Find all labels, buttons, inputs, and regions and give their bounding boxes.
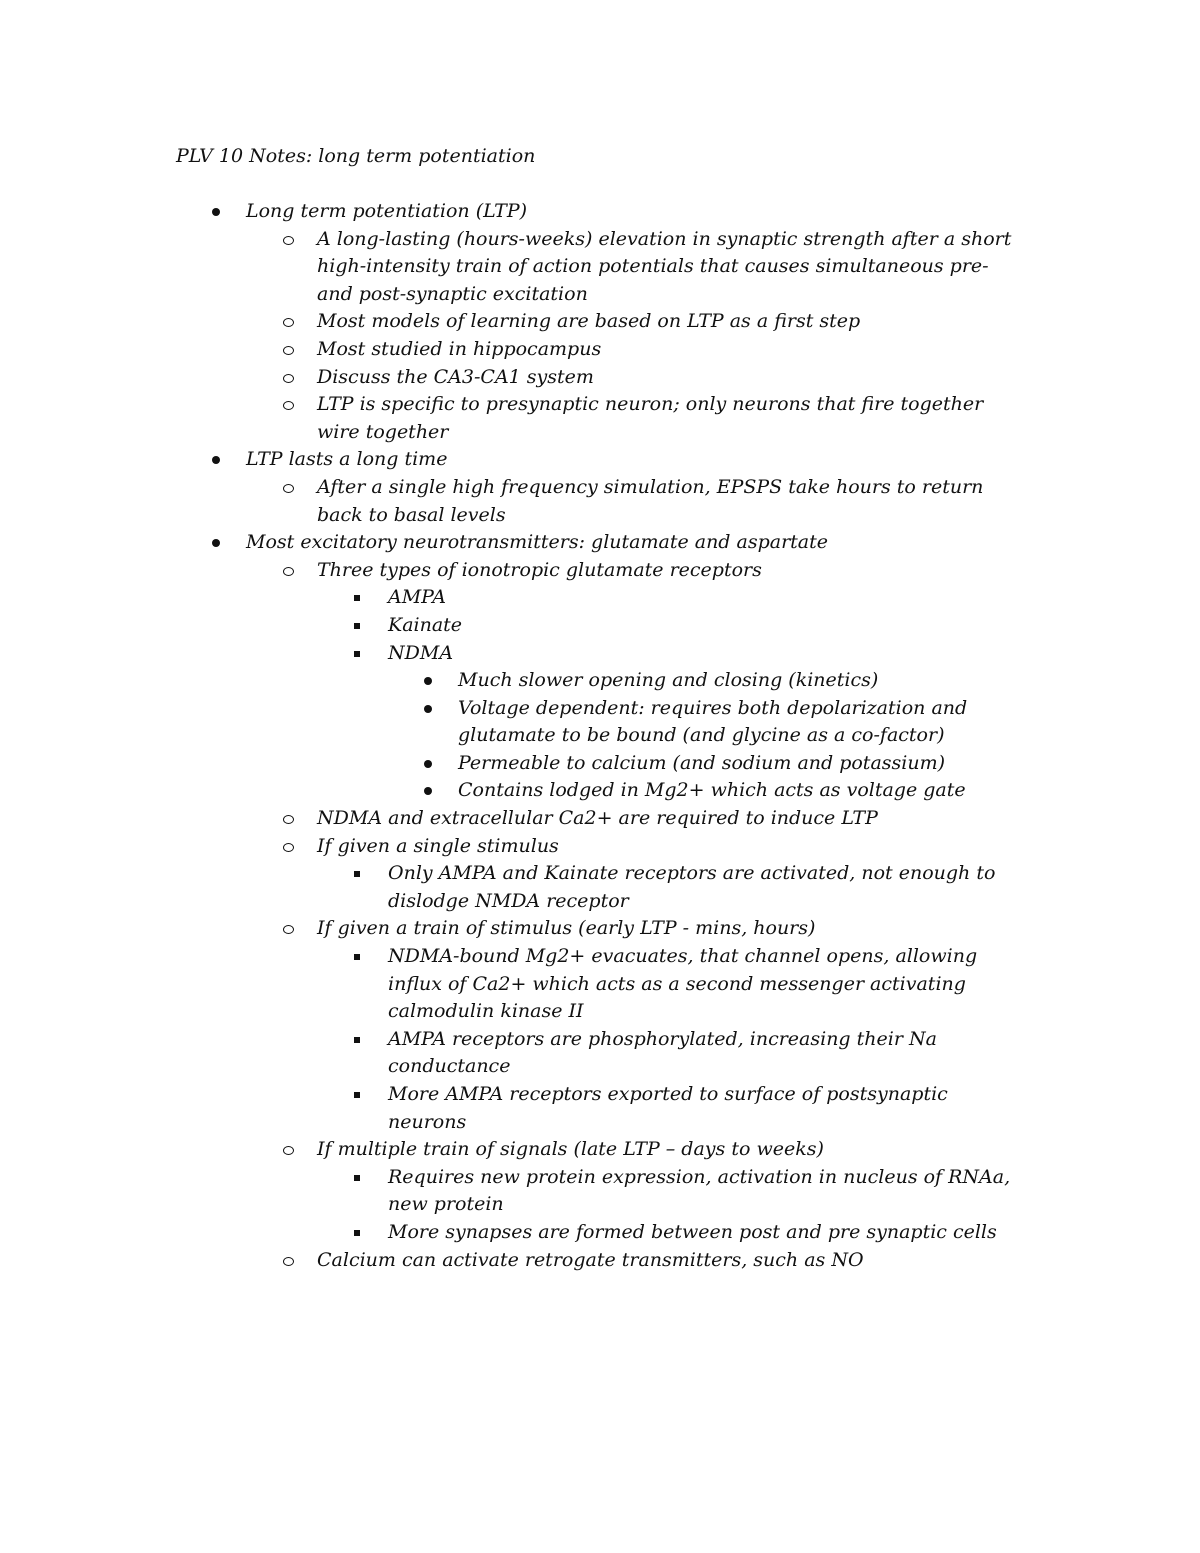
outline-line-level-3 — [0, 998, 1200, 1026]
outline-line-level-2 — [0, 336, 1200, 364]
outline-line-text: Most studied in hippocampus — [317, 337, 602, 360]
outline-line-text: NDMA — [388, 641, 454, 664]
outline-line-text: If multiple train of signals (late LTP – days to weeks) — [317, 1138, 824, 1161]
outline-line-level-1 — [0, 529, 1200, 557]
outline-line-text: glutamate to be bound (and glycine as a co-factor) — [458, 724, 945, 747]
outline-line-text: new protein — [388, 1193, 504, 1216]
outline-line-level-2 — [0, 805, 1200, 833]
outline-line-level-2 — [0, 502, 1200, 530]
outline-line-text: A long-lasting (hours-weeks) elevation in synaptic strength after a short — [317, 227, 1012, 250]
outline-line-level-3 — [0, 1053, 1200, 1081]
outline-line-level-2 — [0, 308, 1200, 336]
outline-line-level-3 — [0, 943, 1200, 971]
outline-line-level-3 — [0, 1164, 1200, 1192]
outline-line-text: If given a single stimulus — [317, 834, 559, 857]
outline-line-text: conductance — [388, 1055, 511, 1078]
outline-line-level-3 — [0, 612, 1200, 640]
outline-line-level-1 — [0, 198, 1200, 226]
outline-line-level-4 — [0, 667, 1200, 695]
outline-line-text: back to basal levels — [317, 503, 506, 526]
outline-line-text: AMPA receptors are phosphorylated, increasing their Na — [388, 1027, 937, 1050]
outline-line-text: Voltage dependent: requires both depolarization and — [458, 696, 968, 719]
outline-line-level-2 — [0, 226, 1200, 254]
outline-line-text: More AMPA receptors exported to surface of postsynaptic — [388, 1083, 948, 1105]
outline-line-level-3 — [0, 1191, 1200, 1219]
outline-line-level-4 — [0, 750, 1200, 778]
outline-line-text: More synapses are formed between post and pre synaptic cells — [388, 1220, 997, 1243]
outline-line-level-2 — [0, 281, 1200, 309]
outline-line-text: influx of Ca2+ which acts as a second messenger activating — [388, 972, 966, 995]
outline-line-text: dislodge NMDA receptor — [388, 889, 629, 912]
outline-line-text: Calcium can activate retrogate transmitters, such as NO — [317, 1248, 864, 1271]
notes-outline — [0, 198, 1200, 1274]
outline-line-level-2 — [0, 915, 1200, 943]
outline-line-text: Requires new protein expression, activation in nucleus of RNAa, — [388, 1165, 1011, 1188]
outline-line-level-3 — [0, 640, 1200, 668]
outline-line-level-3 — [0, 1081, 1200, 1109]
outline-line-level-2 — [0, 1136, 1200, 1164]
outline-line-level-2 — [0, 391, 1200, 419]
outline-line-text: Kainate — [388, 613, 463, 636]
outline-line-level-3 — [0, 584, 1200, 612]
outline-line-text: Most models of learning are based on LTP as a first step — [317, 310, 861, 333]
outline-line-level-2 — [0, 253, 1200, 281]
outline-line-text: neurons — [388, 1110, 467, 1133]
outline-line-text: calmodulin kinase II — [388, 1000, 584, 1023]
outline-line-text: Permeable to calcium (and sodium and potassium) — [458, 751, 946, 774]
outline-line-text: high-intensity train of action potentials that causes simultaneous pre- — [317, 255, 989, 278]
outline-line-text: Long term potentiation (LTP) — [246, 200, 528, 222]
outline-line-level-2 — [0, 474, 1200, 502]
outline-line-level-3 — [0, 888, 1200, 916]
outline-line-text: If given a train of stimulus (early LTP - mins, hours) — [317, 917, 816, 940]
outline-line-level-4 — [0, 722, 1200, 750]
outline-line-text: LTP is specific to presynaptic neuron; only neurons that fire together — [317, 393, 984, 416]
outline-line-text: wire together — [317, 420, 449, 443]
outline-line-level-2 — [0, 419, 1200, 447]
outline-line-text: Three types of ionotropic glutamate receptors — [317, 558, 762, 581]
outline-line-level-3 — [0, 860, 1200, 888]
outline-line-text: and post-synaptic excitation — [317, 282, 588, 305]
outline-line-level-3 — [0, 971, 1200, 999]
outline-line-level-3 — [0, 1026, 1200, 1054]
document-title: PLV 10 Notes: long term potentiation — [176, 145, 536, 167]
outline-line-level-2 — [0, 1247, 1200, 1275]
outline-line-level-3 — [0, 1219, 1200, 1247]
outline-line-level-2 — [0, 557, 1200, 585]
outline-line-text: Only AMPA and Kainate receptors are activated, not enough to — [388, 862, 996, 885]
outline-line-text: Much slower opening and closing (kinetics) — [458, 669, 879, 692]
outline-line-level-2 — [0, 833, 1200, 861]
outline-line-text: Contains lodged in Mg2+ which acts as voltage gate — [458, 779, 966, 802]
outline-line-level-4 — [0, 777, 1200, 805]
outline-line-text: After a single high frequency simulation, EPSPS take hours to return — [317, 475, 984, 498]
outline-line-text: NDMA-bound Mg2+ evacuates, that channel opens, allowing — [388, 945, 978, 968]
outline-line-text: Most excitatory neurotransmitters: glutamate and aspartate — [246, 531, 829, 554]
outline-line-level-2 — [0, 364, 1200, 392]
outline-line-text: NDMA and extracellular Ca2+ are required to induce LTP — [317, 807, 878, 830]
outline-line-text: AMPA — [388, 586, 446, 609]
outline-line-level-1 — [0, 446, 1200, 474]
outline-line-text: LTP lasts a long time — [246, 448, 448, 471]
outline-line-level-3 — [0, 1109, 1200, 1137]
outline-line-level-4 — [0, 695, 1200, 723]
outline-line-text: Discuss the CA3-CA1 system — [317, 365, 594, 388]
